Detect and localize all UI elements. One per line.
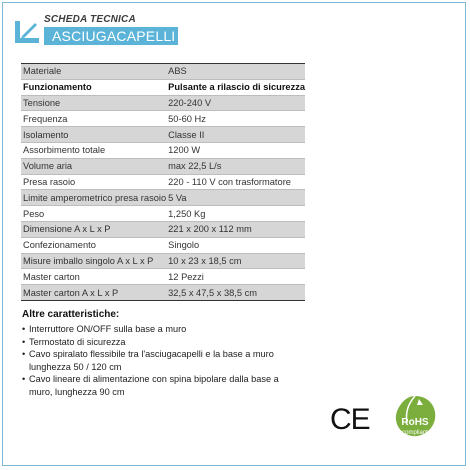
- spec-label: Master carton A x L x P: [21, 285, 166, 301]
- spec-value: Pulsante a rilascio di sicurezza: [166, 79, 305, 95]
- spec-label: Assorbimento totale: [21, 142, 166, 158]
- spec-value: Singolo: [166, 237, 305, 253]
- spec-label: Isolamento: [21, 127, 166, 143]
- spec-value: 32,5 x 47,5 x 38,5 cm: [166, 285, 305, 301]
- svg-text:CE: CE: [330, 403, 370, 433]
- bullet-icon: •: [22, 336, 26, 347]
- spec-label: Funzionamento: [21, 79, 166, 95]
- spec-row: [21, 285, 305, 301]
- other-features: [22, 309, 292, 399]
- spec-value: 10 x 23 x 18,5 cm: [166, 253, 305, 269]
- spec-value: 220-240 V: [166, 95, 305, 111]
- feature-item: [22, 336, 292, 349]
- spec-row: [21, 269, 305, 285]
- sheet-subtitle: SCHEDA TECNICA: [44, 14, 136, 25]
- other-features-title: Altre caratteristiche:: [22, 309, 120, 320]
- feature-text: Cavo lineare di alimentazione con spina bipolare dalla base a muro, lunghezza 90 cm: [29, 374, 279, 397]
- ce-mark-logo: [330, 403, 372, 433]
- feature-item: [22, 373, 292, 398]
- spec-value: 12 Pezzi: [166, 269, 305, 285]
- feature-text: Termostato di sicurezza: [29, 336, 126, 347]
- svg-text:RoHS: RoHS: [401, 417, 429, 428]
- other-features-list: [22, 323, 292, 399]
- spec-value: 50-60 Hz: [166, 111, 305, 127]
- spec-label: Peso: [21, 206, 166, 222]
- spec-row: [21, 142, 305, 158]
- spec-row: [21, 111, 305, 127]
- spec-row: [21, 221, 305, 237]
- spec-row: [21, 95, 305, 111]
- bullet-icon: •: [22, 324, 26, 334]
- spec-sheet-icon: [13, 18, 41, 46]
- spec-value: 221 x 200 x 112 mm: [166, 221, 305, 237]
- spec-label: Misure imballo singolo A x L x P: [21, 253, 166, 269]
- spec-value: 1200 W: [166, 142, 305, 158]
- spec-row: [21, 237, 305, 253]
- spec-label: Presa rasoio: [21, 174, 166, 190]
- spec-row: [21, 190, 305, 206]
- spec-label: Confezionamento: [21, 237, 166, 253]
- spec-value: 5 Va: [166, 190, 305, 206]
- spec-value: 220 - 110 V con trasformatore: [166, 174, 305, 190]
- feature-item: [22, 348, 292, 373]
- spec-label: Materiale: [21, 64, 166, 80]
- spec-label: Master carton: [21, 269, 166, 285]
- spec-table: [21, 63, 305, 301]
- spec-value: Classe II: [166, 127, 305, 143]
- spec-label: Frequenza: [21, 111, 166, 127]
- feature-text: Cavo spiralato flessibile tra l'asciugacapelli e la base a muro lunghezza 50 / 120 cm: [29, 349, 274, 372]
- spec-row: [21, 79, 305, 95]
- spec-row: [21, 174, 305, 190]
- spec-label: Tensione: [21, 95, 166, 111]
- spec-row: [21, 127, 305, 143]
- spec-label: Volume aria: [21, 158, 166, 174]
- spec-value: max 22,5 L/s: [166, 158, 305, 174]
- spec-label: Limite amperometrico presa rasoio: [21, 190, 166, 206]
- spec-row: [21, 158, 305, 174]
- feature-item: [22, 323, 292, 336]
- spec-value: ABS: [166, 64, 305, 80]
- spec-value: 1,250 Kg: [166, 206, 305, 222]
- svg-text:compliant: compliant: [402, 430, 428, 436]
- spec-row: [21, 64, 305, 80]
- bullet-icon: •: [22, 374, 26, 385]
- bullet-icon: •: [22, 349, 26, 360]
- spec-label: Dimensione A x L x P: [21, 221, 166, 237]
- spec-row: [21, 253, 305, 269]
- feature-text: Interruttore ON/OFF sulla base a muro: [29, 324, 187, 334]
- spec-row: [21, 206, 305, 222]
- sheet-title: ASCIUGACAPELLI: [44, 27, 178, 45]
- rohs-compliant-logo: [389, 393, 441, 439]
